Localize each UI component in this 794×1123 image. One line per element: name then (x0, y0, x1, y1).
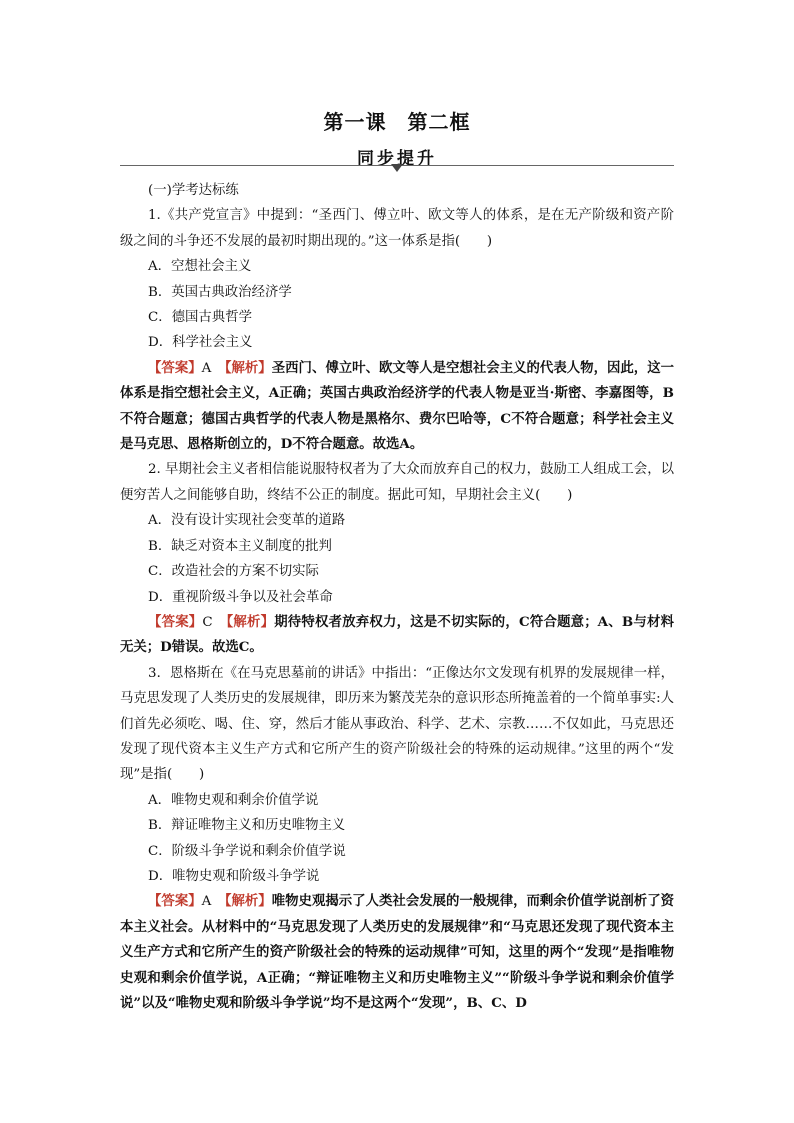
answer-tag: 【答案】 (148, 893, 202, 910)
option-b: B．缺乏对资本主义制度的批判 (148, 538, 332, 554)
analysis-tag: 【解析】 (224, 359, 272, 376)
option-b: B．英国古典政治经济学 (148, 284, 292, 300)
section-label: (一)学考达标练 (148, 183, 239, 198)
analysis-text: 圣西门、傅立叶、欧文等人是空想社会主义的代表人物，因此，这一体系是指空想社会主义，A正确；英国古典政治经济学的代表人物是亚当·斯密、李嘉图等，B不符合题意；德国古典哲学的代表人物是黑格尔、费尔巴哈等，C不符合题意；科学社会主义是马克思、恩格斯创立的，D不符合题意。故选A。 (120, 359, 675, 453)
answer-block (120, 610, 674, 661)
answer-value: C (202, 614, 213, 630)
question-2 (120, 457, 674, 660)
answer-block (120, 356, 674, 458)
analysis-tag: 【解析】 (224, 893, 272, 910)
question-stem: 2. 早期社会主义者相信能说服特权者为了大众而放弃自己的权力，鼓励工人组成工会，以便穷苦人之间能够自助，终结不公正的制度。据此可知，早期社会主义( ) (120, 462, 674, 503)
triangle-marker-icon (391, 164, 403, 172)
option-d: D．重视阶级斗争以及社会革命 (148, 589, 333, 605)
answer-tag: 【答案】 (148, 359, 202, 376)
page-subtitle: 同步提升 (357, 149, 437, 169)
answer-tag: 【答案】 (148, 613, 203, 630)
question-1 (120, 203, 674, 457)
answer-block (120, 889, 674, 1016)
option-b: B．辩证唯物主义和历史唯物主义 (148, 818, 346, 834)
option-d: D．科学社会主义 (148, 335, 253, 351)
question-stem: 3．恩格斯在《在马克思墓前的讲话》中指出：“正像达尔文发现有机界的发展规律一样，马克思发现了人类历史的发展规律，即历来为繁茂芜杂的意识形态所掩盖着的一个简单事实:人们首先必须吃、喝、住、穿，然后才能从事政治、科学、艺术、宗教……不仅如此，马克思还发现了现代资本主义生产方式和它所产生的资产阶级社会的特殊的运动规律。”这里的两个“发现”是指( ) (120, 665, 674, 783)
page-title: 第一课 第二框 (323, 110, 471, 134)
option-c: C．阶级斗争学说和剩余价值学说 (148, 843, 346, 859)
analysis-text: 唯物史观揭示了人类社会发展的一般规律，而剩余价值学说剖析了资本主义社会。从材料中的“马克思发现了人类历史的发展规律”和“马克思还发现了现代资本主义生产方式和它所产生的资产阶级社会的特殊的运动规律”可知，这里的两个“发现”是指唯物史观和剩余价值学说，A正确；“辩证唯物主义和历史唯物主义”“阶级斗争学说和剩余价值学说”以及“唯物史观和阶级斗争学说”均不是这两个“发现”，B、C、D (120, 893, 675, 1011)
option-a: A．唯物史观和剩余价值学说 (148, 792, 319, 808)
document-body (120, 178, 674, 1016)
answer-value: A (201, 894, 212, 910)
question-3 (120, 661, 674, 1017)
question-stem: 1.《共产党宣言》中提到：“圣西门、傅立叶、欧文等人的体系，是在无产阶级和资产阶级之间的斗争还不发展的最初时期出现的。”这一体系是指( ) (120, 208, 674, 249)
option-c: C．德国古典哲学 (148, 310, 252, 326)
analysis-tag: 【解析】 (226, 613, 275, 630)
option-d: D．唯物史观和阶级斗争学说 (148, 868, 320, 884)
option-a: A．没有设计实现社会变革的道路 (148, 513, 346, 529)
option-a: A．空想社会主义 (148, 259, 252, 275)
answer-value: A (201, 360, 212, 376)
option-c: C．改造社会的方案不切实际 (148, 564, 319, 580)
analysis-text: 期待特权者放弃权力，这是不切实际的，C符合题意；A、B与材料无关；D错误。故选C。 (120, 613, 674, 656)
